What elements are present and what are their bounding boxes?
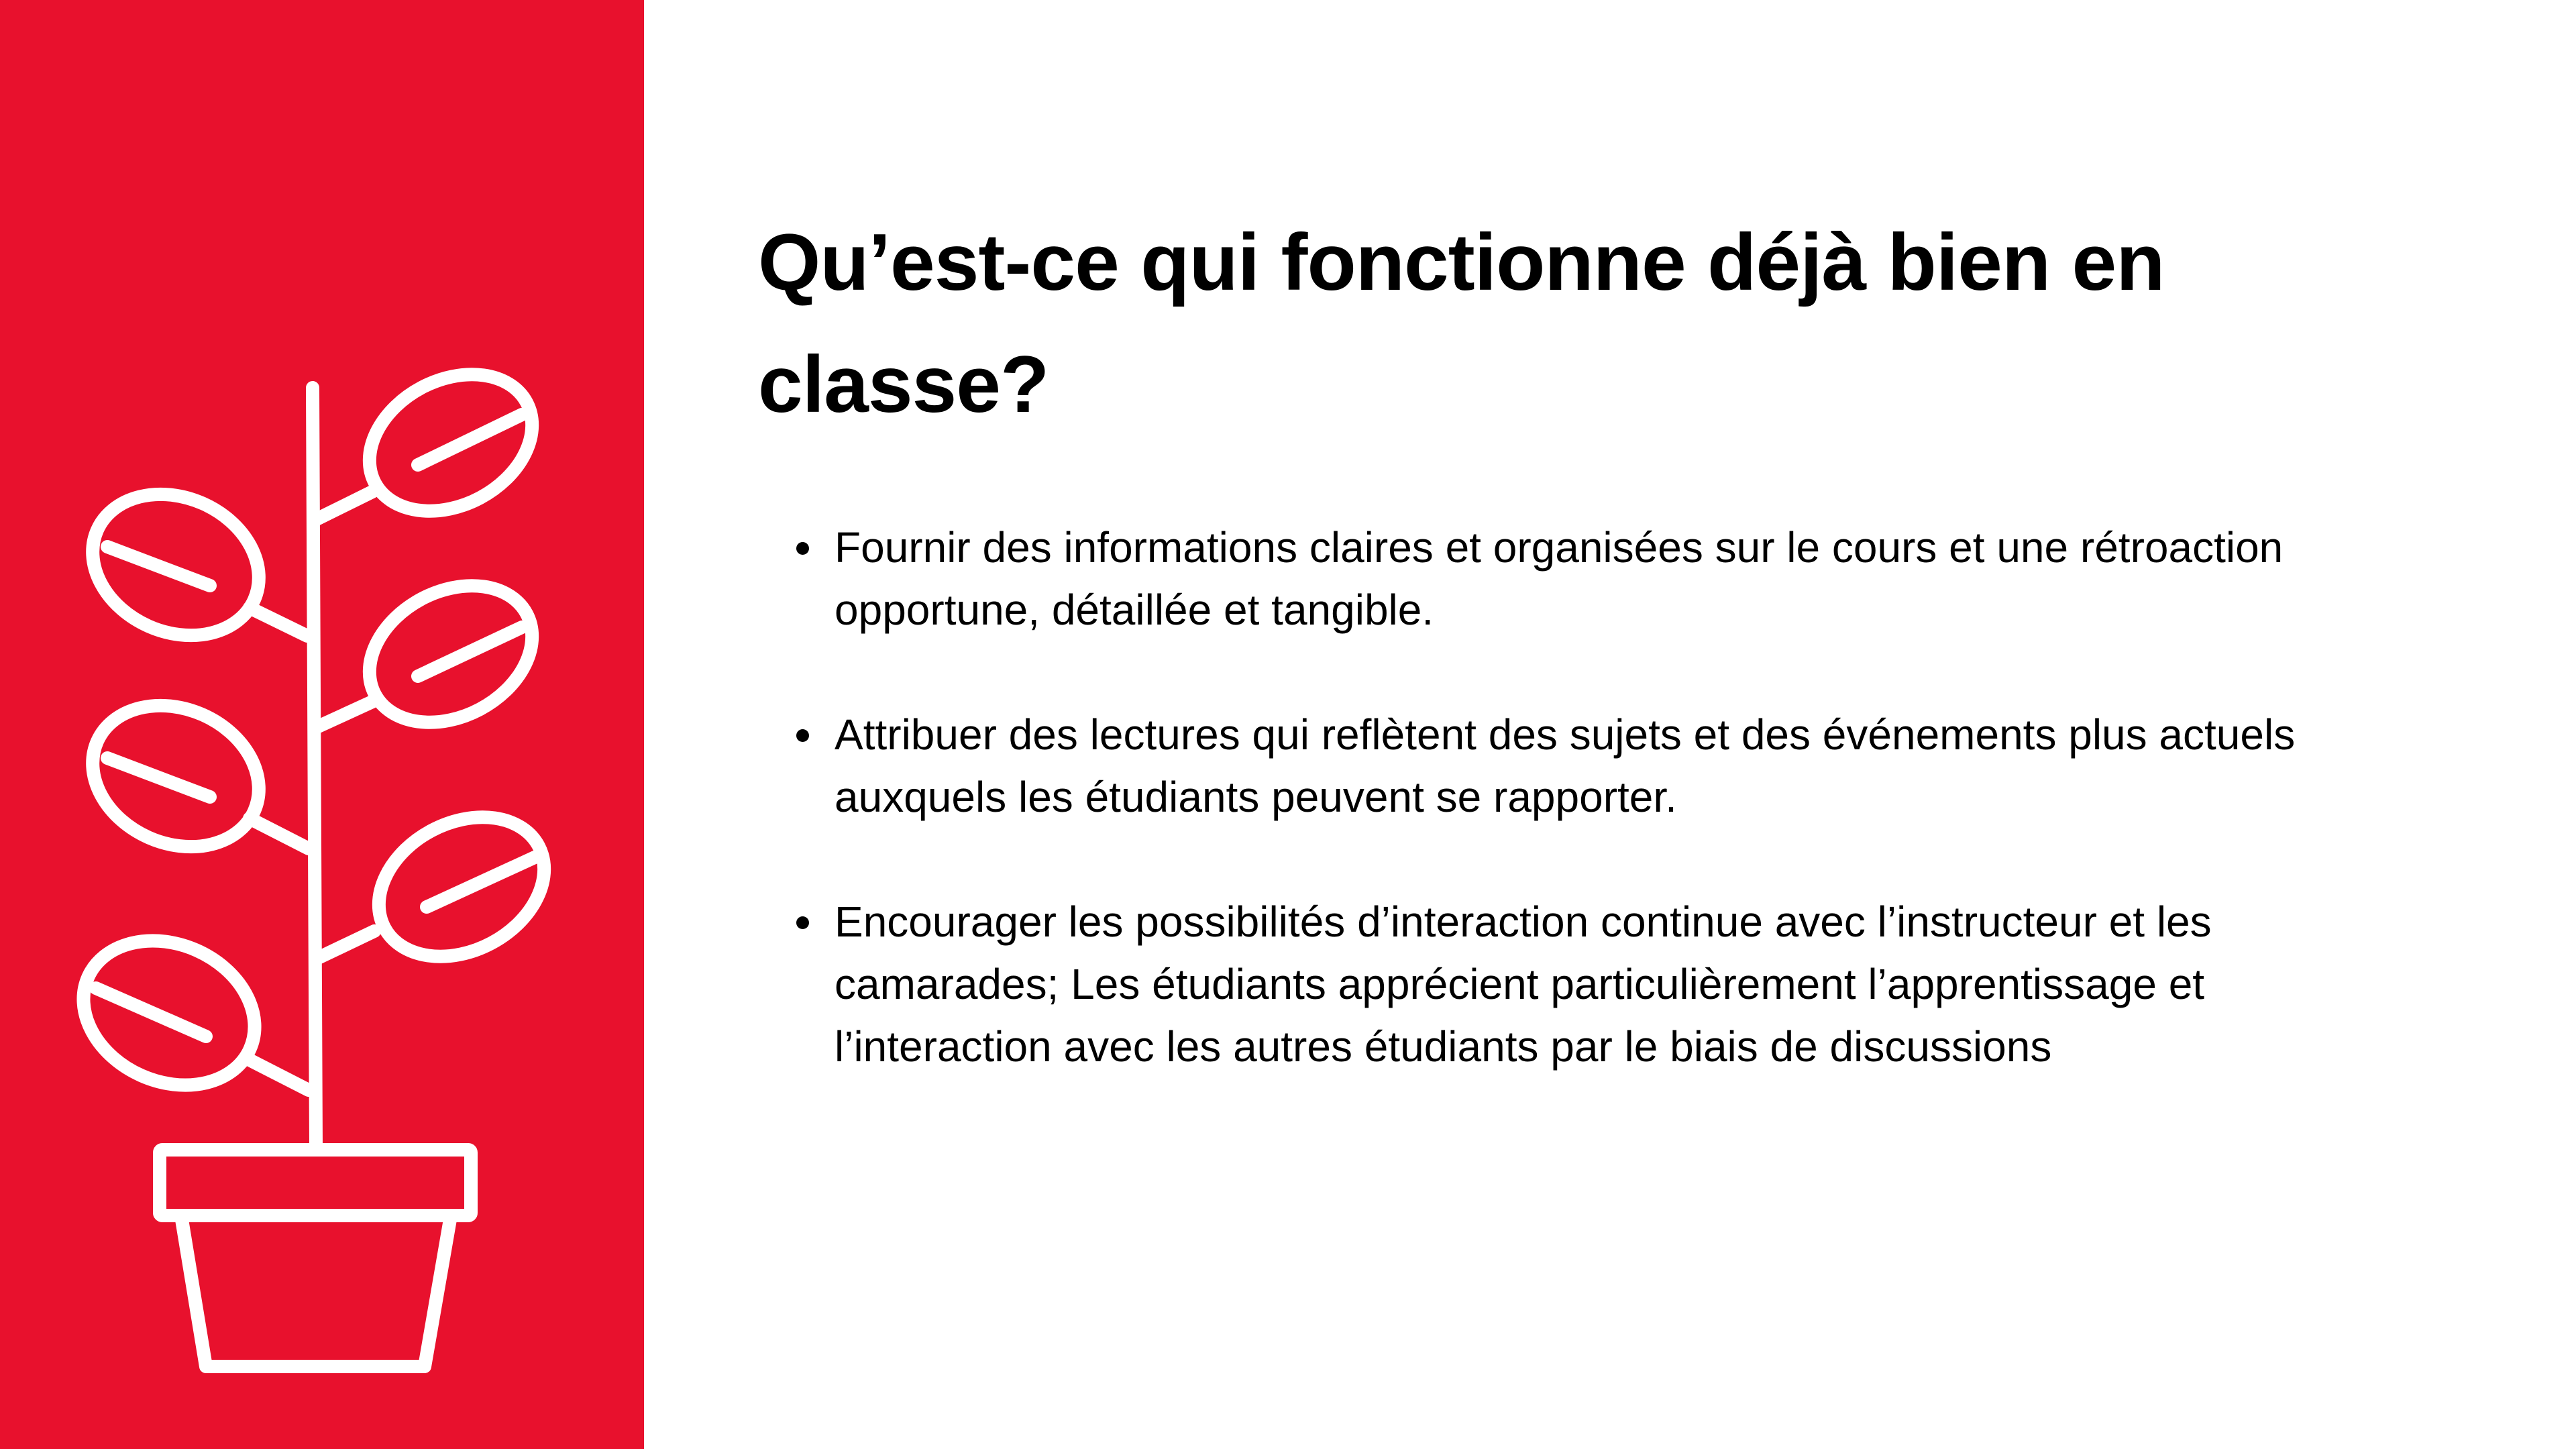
bullet-text: Attribuer des lectures qui reflètent des sujets et des événements plus actuels auxquels les étudiants peuvent se rapporter. — [835, 710, 2296, 821]
bullet-list — [792, 517, 2415, 1140]
bullet-dot-icon — [796, 729, 809, 742]
potted-plant-icon — [0, 0, 644, 1449]
leaf-left-top — [70, 469, 307, 661]
leaf-right-bottom — [315, 790, 568, 984]
accent-panel — [0, 0, 644, 1449]
bullet-item — [792, 517, 2415, 641]
bullet-dot-icon — [796, 916, 809, 929]
pot — [160, 1150, 471, 1366]
slide-title: Qu’est-ce qui fonctionne déjà bien en classe? — [758, 217, 2165, 429]
bullet-text: Encourager les possibilités d’interaction continue avec l’instructeur et les camarades; Les étudiants apprécient particulièrement l’apprentissage et l’interaction avec les autres étudiants par le biais de discussions — [835, 898, 2212, 1071]
leaf-left-bottom — [60, 914, 309, 1112]
leaf-left-middle — [70, 680, 309, 873]
bullet-dot-icon — [796, 542, 809, 555]
bullet-item — [792, 704, 2415, 828]
bullet-item — [792, 891, 2415, 1078]
bullet-text: Fournir des informations claires et organisées sur le cours et une rétroaction opportune, détaillée et tangible. — [835, 523, 2284, 634]
leaf-right-top — [315, 347, 556, 538]
leaf-right-middle — [315, 559, 556, 749]
